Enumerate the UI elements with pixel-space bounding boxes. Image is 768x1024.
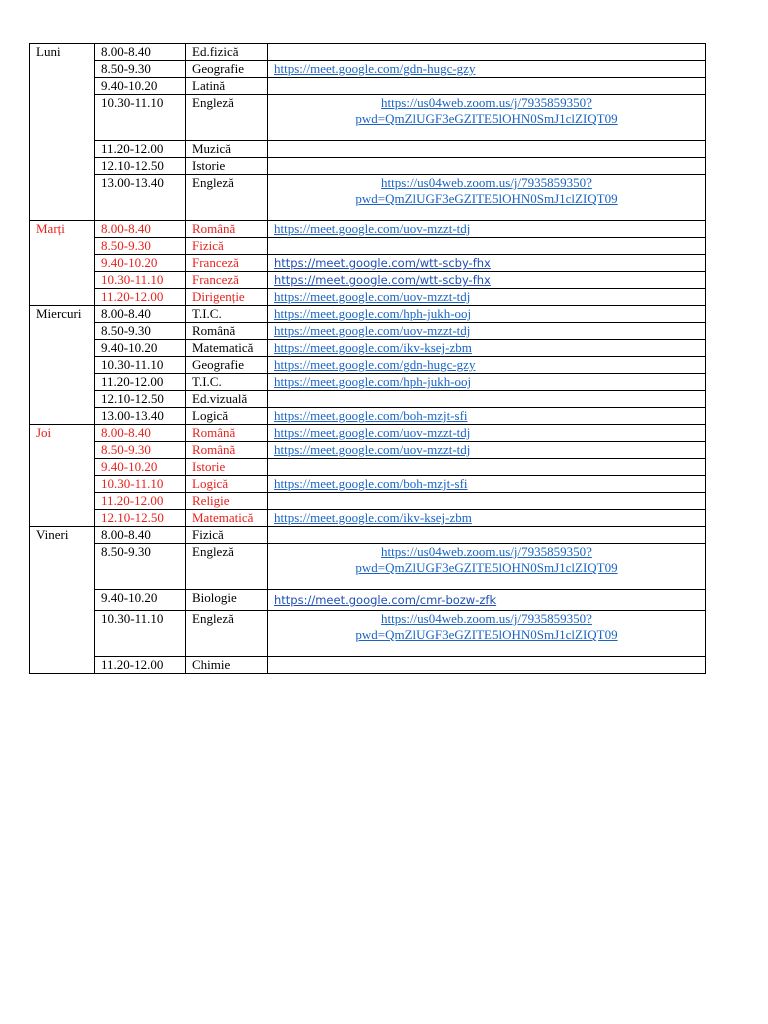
day-label: Joi: [30, 425, 95, 527]
zoom-link[interactable]: https://us04web.zoom.us/j/7935859350? pwd=QmZlUGF3eGZITE5lOHN0SmJ1clZIQT09: [355, 611, 618, 642]
schedule-row: [30, 374, 706, 391]
subject-cell: Geografie: [186, 357, 268, 374]
time-cell: 11.20-12.00: [95, 374, 186, 391]
subject-cell: Română: [186, 442, 268, 459]
link-cell: [268, 425, 706, 442]
subject-cell: Matematică: [186, 510, 268, 527]
schedule-row: [30, 323, 706, 340]
link-cell: [268, 590, 706, 611]
time-cell: 8.00-8.40: [95, 527, 186, 544]
link-cell: [268, 657, 706, 674]
time-cell: 10.30-11.10: [95, 95, 186, 141]
link-cell: [268, 95, 706, 141]
subject-cell: Religie: [186, 493, 268, 510]
link-cell: [268, 221, 706, 238]
subject-cell: Chimie: [186, 657, 268, 674]
schedule-row: [30, 255, 706, 272]
subject-cell: Franceză: [186, 272, 268, 289]
time-cell: 11.20-12.00: [95, 141, 186, 158]
link-cell: [268, 306, 706, 323]
subject-cell: Biologie: [186, 590, 268, 611]
subject-cell: Ed.vizuală: [186, 391, 268, 408]
subject-cell: Fizică: [186, 527, 268, 544]
schedule-row: [30, 78, 706, 95]
time-cell: 13.00-13.40: [95, 408, 186, 425]
link-cell: [268, 611, 706, 657]
time-cell: 12.10-12.50: [95, 510, 186, 527]
time-cell: 9.40-10.20: [95, 255, 186, 272]
subject-cell: Engleză: [186, 175, 268, 221]
meet-link[interactable]: https://meet.google.com/uov-mzzt-tdj: [274, 442, 471, 457]
link-cell: [268, 238, 706, 255]
schedule-row: [30, 141, 706, 158]
schedule-row: [30, 238, 706, 255]
time-cell: 11.20-12.00: [95, 493, 186, 510]
schedule-row: [30, 544, 706, 590]
time-cell: 8.50-9.30: [95, 544, 186, 590]
link-cell: [268, 255, 706, 272]
meet-link[interactable]: https://meet.google.com/gdn-hugc-gzy: [274, 357, 476, 372]
link-cell: [268, 272, 706, 289]
schedule-row: [30, 221, 706, 238]
time-cell: 10.30-11.10: [95, 611, 186, 657]
link-cell: [268, 442, 706, 459]
schedule-row: [30, 510, 706, 527]
subject-cell: T.I.C.: [186, 306, 268, 323]
link-cell: [268, 527, 706, 544]
meet-link[interactable]: https://meet.google.com/uov-mzzt-tdj: [274, 323, 471, 338]
subject-cell: Română: [186, 425, 268, 442]
subject-cell: Română: [186, 323, 268, 340]
time-cell: 10.30-11.10: [95, 476, 186, 493]
time-cell: 11.20-12.00: [95, 289, 186, 306]
schedule-row: [30, 306, 706, 323]
link-cell: [268, 141, 706, 158]
meet-link[interactable]: https://meet.google.com/uov-mzzt-tdj: [274, 221, 471, 236]
meet-link[interactable]: https://meet.google.com/hph-jukh-ooj: [274, 374, 472, 389]
link-cell: [268, 78, 706, 95]
link-cell: [268, 175, 706, 221]
schedule-row: [30, 611, 706, 657]
schedule-row: [30, 425, 706, 442]
schedule-row: [30, 493, 706, 510]
link-cell: [268, 61, 706, 78]
meet-link[interactable]: https://meet.google.com/uov-mzzt-tdj: [274, 425, 471, 440]
time-cell: 11.20-12.00: [95, 657, 186, 674]
schedule-row: [30, 357, 706, 374]
schedule-row: [30, 95, 706, 141]
subject-cell: Muzică: [186, 141, 268, 158]
link-cell: [268, 408, 706, 425]
link-cell: [268, 323, 706, 340]
subject-cell: Geografie: [186, 61, 268, 78]
day-label: Marți: [30, 221, 95, 306]
day-label: Miercuri: [30, 306, 95, 425]
time-cell: 8.00-8.40: [95, 221, 186, 238]
subject-cell: Engleză: [186, 611, 268, 657]
subject-cell: Fizică: [186, 238, 268, 255]
time-cell: 8.50-9.30: [95, 238, 186, 255]
link-cell: [268, 510, 706, 527]
meet-link[interactable]: https://meet.google.com/uov-mzzt-tdj: [274, 289, 471, 304]
meet-link[interactable]: https://meet.google.com/cmr-bozw-zfk: [274, 593, 497, 607]
meet-link[interactable]: https://meet.google.com/boh-mzjt-sfi: [274, 476, 468, 491]
time-cell: 8.50-9.30: [95, 323, 186, 340]
link-cell: [268, 374, 706, 391]
subject-cell: Engleză: [186, 544, 268, 590]
schedule-row: [30, 340, 706, 357]
link-cell: [268, 544, 706, 590]
schedule-row: [30, 459, 706, 476]
schedule-row: [30, 527, 706, 544]
time-cell: 8.00-8.40: [95, 425, 186, 442]
schedule-row: [30, 391, 706, 408]
subject-cell: Matematică: [186, 340, 268, 357]
link-cell: [268, 357, 706, 374]
time-cell: 9.40-10.20: [95, 340, 186, 357]
schedule-row: [30, 289, 706, 306]
zoom-link[interactable]: https://us04web.zoom.us/j/7935859350? pwd=QmZlUGF3eGZITE5lOHN0SmJ1clZIQT09: [355, 175, 618, 206]
subject-cell: Logică: [186, 476, 268, 493]
meet-link[interactable]: https://meet.google.com/gdn-hugc-gzy: [274, 61, 476, 76]
meet-link[interactable]: https://meet.google.com/wtt-scby-fhx: [274, 256, 491, 270]
subject-cell: Română: [186, 221, 268, 238]
subject-cell: Ed.fizică: [186, 44, 268, 61]
link-cell: [268, 391, 706, 408]
link-cell: [268, 44, 706, 61]
link-cell: [268, 459, 706, 476]
meet-link[interactable]: https://meet.google.com/hph-jukh-ooj: [274, 306, 472, 321]
schedule-row: [30, 590, 706, 611]
subject-cell: T.I.C.: [186, 374, 268, 391]
schedule-row: [30, 175, 706, 221]
link-cell: [268, 289, 706, 306]
schedule-row: [30, 272, 706, 289]
schedule-row: [30, 442, 706, 459]
subject-cell: Istorie: [186, 459, 268, 476]
schedule-row: [30, 61, 706, 78]
schedule-row: [30, 44, 706, 61]
time-cell: 8.50-9.30: [95, 442, 186, 459]
schedule-row: [30, 408, 706, 425]
meet-link[interactable]: https://meet.google.com/ikv-ksej-zbm: [274, 340, 472, 355]
subject-cell: Istorie: [186, 158, 268, 175]
timetable: [29, 43, 706, 674]
meet-link[interactable]: https://meet.google.com/ikv-ksej-zbm: [274, 510, 472, 525]
time-cell: 8.00-8.40: [95, 44, 186, 61]
schedule-row: [30, 657, 706, 674]
time-cell: 9.40-10.20: [95, 590, 186, 611]
time-cell: 12.10-12.50: [95, 158, 186, 175]
day-label: Vineri: [30, 527, 95, 674]
schedule-row: [30, 476, 706, 493]
time-cell: 13.00-13.40: [95, 175, 186, 221]
subject-cell: Dirigenție: [186, 289, 268, 306]
meet-link[interactable]: https://meet.google.com/wtt-scby-fhx: [274, 273, 491, 287]
meet-link[interactable]: https://meet.google.com/boh-mzjt-sfi: [274, 408, 468, 423]
subject-cell: Logică: [186, 408, 268, 425]
day-label: Luni: [30, 44, 95, 221]
time-cell: 12.10-12.50: [95, 391, 186, 408]
subject-cell: Latină: [186, 78, 268, 95]
subject-cell: Engleză: [186, 95, 268, 141]
link-cell: [268, 476, 706, 493]
link-cell: [268, 158, 706, 175]
time-cell: 9.40-10.20: [95, 78, 186, 95]
time-cell: 8.50-9.30: [95, 61, 186, 78]
zoom-link[interactable]: https://us04web.zoom.us/j/7935859350? pwd=QmZlUGF3eGZITE5lOHN0SmJ1clZIQT09: [355, 95, 618, 126]
link-cell: [268, 493, 706, 510]
time-cell: 10.30-11.10: [95, 272, 186, 289]
subject-cell: Franceză: [186, 255, 268, 272]
link-cell: [268, 340, 706, 357]
time-cell: 10.30-11.10: [95, 357, 186, 374]
time-cell: 9.40-10.20: [95, 459, 186, 476]
schedule-row: [30, 158, 706, 175]
time-cell: 8.00-8.40: [95, 306, 186, 323]
zoom-link[interactable]: https://us04web.zoom.us/j/7935859350? pwd=QmZlUGF3eGZITE5lOHN0SmJ1clZIQT09: [355, 544, 618, 575]
